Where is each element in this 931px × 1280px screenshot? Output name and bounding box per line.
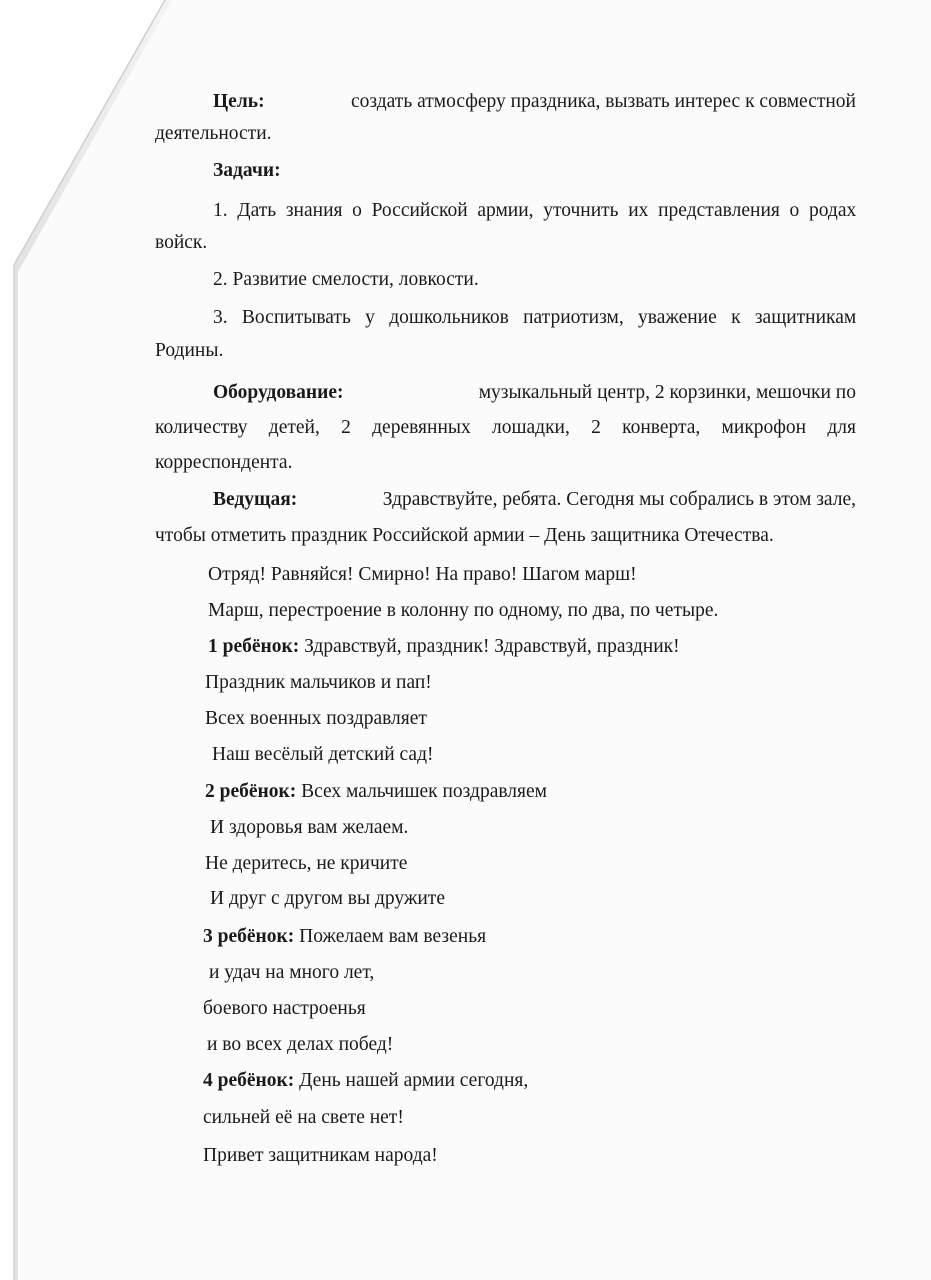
equipment-line-3: корреспондента. (155, 452, 293, 473)
host-text: Здравствуйте, ребята. Сегодня мы собрались в этом зале, (382, 489, 856, 510)
equipment-text: музыкальный центр, 2 корзинки, мешочки по (478, 382, 856, 403)
child-2-line-3: Не деритесь, не кричите (205, 853, 408, 874)
child-1-line-1: 1 ребёнок: Здравствуй, праздник! Здравствуй, праздник! (208, 636, 680, 657)
child-3-line-2: и удач на много лет, (209, 962, 375, 983)
child-4-line-3: Привет защитникам народа! (203, 1145, 438, 1166)
task-3-line-1: 3. Воспитывать у дошкольников патриотизм, уважение к защитникам (213, 307, 857, 328)
child-3-line-1: 3 ребёнок: Пожелаем вам везенья (203, 926, 487, 947)
goal-label: Цель: (213, 91, 265, 112)
host-line-2: чтобы отметить праздник Российской армии – День защитника Отечества. (155, 525, 774, 546)
child-2-line-1: 2 ребёнок: Всех мальчишек поздравляем (205, 781, 547, 802)
host-line-1 (213, 490, 856, 510)
task-1-line-2: войск. (155, 232, 208, 253)
child-1-line-3: Всех военных поздравляет (205, 708, 427, 729)
child-4-line-1: 4 ребёнок: День нашей армии сегодня, (203, 1070, 529, 1091)
host-label: Ведущая: (213, 489, 298, 510)
child-2-label: 2 ребёнок: (205, 781, 297, 802)
march-line: Марш, перестроение в колонну по одному, по два, по четыре. (208, 600, 719, 621)
equipment-line-1 (213, 383, 856, 403)
child-1-line-4: Наш весёлый детский сад! (212, 744, 434, 765)
goal-line-2: деятельности. (155, 123, 272, 144)
child-3-line-3: боевого настроенья (203, 998, 366, 1019)
child-4-line-2: сильней её на свете нет! (203, 1107, 404, 1128)
command-line: Отряд! Равняйся! Смирно! На право! Шагом марш! (208, 564, 637, 585)
goal-text: создать атмосферу праздника, вызвать интерес к совместной (350, 91, 856, 112)
child-3-label: 3 ребёнок: (203, 926, 295, 947)
child-3-line-4: и во всех делах побед! (207, 1034, 394, 1055)
goal-line-1 (213, 92, 856, 112)
task-2: 2. Развитие смелости, ловкости. (213, 269, 479, 290)
equipment-label: Оборудование: (213, 382, 344, 403)
task-1-line-1: 1. Дать знания о Российской армии, уточнить их представления о родах (213, 200, 857, 221)
child-1-label: 1 ребёнок: (208, 636, 300, 657)
child-4-label: 4 ребёнок: (203, 1070, 295, 1091)
task-3-line-2: Родины. (155, 340, 224, 361)
child-2-line-4: И друг с другом вы дружите (210, 888, 445, 909)
child-2-line-2: И здоровья вам желаем. (210, 817, 409, 838)
child-1-line-2: Праздник мальчиков и пап! (205, 672, 432, 693)
equipment-line-2: количеству детей, 2 деревянных лошадки, 2 конверта, микрофон для (155, 417, 856, 438)
tasks-heading: Задачи: (213, 160, 281, 181)
